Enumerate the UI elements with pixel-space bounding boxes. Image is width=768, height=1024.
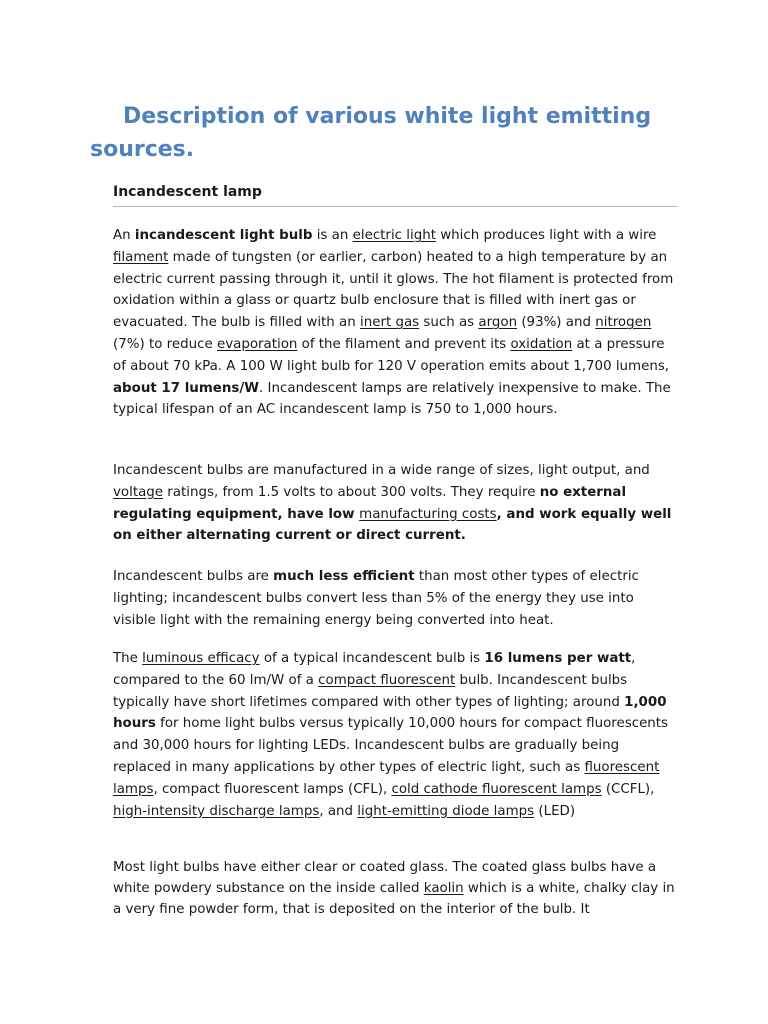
text: at a pressure of about 70 kPa. A 100 W light bulb for 120 V operation emits about 1,700 lumens, [113, 336, 670, 374]
text: , and [319, 803, 358, 819]
link-filament[interactable]: filament [113, 249, 169, 265]
text: Incandescent bulbs are manufactured in a wide range of sizes, light output, and [113, 463, 650, 478]
text: Incandescent bulbs are [113, 569, 274, 584]
link-evaporation[interactable]: evaporation [216, 336, 298, 352]
link-high-intensity-discharge-lamps[interactable]: high-intensity discharge lamps [113, 803, 320, 819]
text: which is a white, chalky clay in a very fine powder form, that is deposited on the interior of the bulb. It [113, 881, 675, 917]
text: such as [419, 315, 479, 331]
text: ratings, from 1.5 volts to about 300 volts. They require [163, 484, 540, 500]
section-heading-incandescent-lamp: Incandescent lamp [113, 182, 678, 207]
link-nitrogen[interactable]: nitrogen [595, 315, 652, 331]
text: The [113, 651, 143, 666]
text: (CCFL), [601, 781, 655, 797]
text: (7%) to reduce [113, 336, 217, 352]
text: than most other types of electric lighting; incandescent bulbs convert less than 5% of the energy they use into visible light with the remaining energy being converted into heat. [113, 569, 639, 628]
paragraph-5 [113, 857, 678, 920]
text: of a typical incandescent bulb is [259, 651, 485, 666]
text: , compared to the 60 lm/W of a [113, 651, 636, 688]
bold-text: incandescent light bulb [134, 228, 313, 243]
link-manufacturing-costs[interactable]: manufacturing costs [359, 506, 497, 522]
paragraph-3 [113, 566, 678, 631]
text: for home light bulbs versus typically 10,000 hours for compact fluorescents and 30,000 hours for lighting LEDs. Incandescent bulbs are gradually being replaced in many applications by other types of electric light, such as [113, 716, 669, 775]
bold-text: much less efficient [273, 569, 415, 584]
document-title: Description of various white light emitting sources. [90, 104, 652, 162]
link-compact-fluorescent[interactable]: compact fluorescent [318, 672, 456, 688]
link-fluorescent-lamps[interactable]: fluorescent lamps [113, 759, 660, 797]
link-argon[interactable]: argon [478, 315, 518, 331]
text: (LED) [534, 803, 576, 819]
text: (93%) and [517, 315, 596, 331]
link-light-emitting-diode-lamps[interactable]: light-emitting diode lamps [357, 803, 535, 819]
link-kaolin[interactable]: kaolin [423, 881, 464, 896]
text: , compact fluorescent lamps (CFL), [153, 781, 392, 797]
paragraph-2 [113, 460, 678, 547]
link-voltage[interactable]: voltage [113, 484, 164, 500]
text: made of tungsten (or earlier, carbon) heated to a high temperature by an electric current passing through it, until it glows. The hot filament is protected from oxidation within a glass or quartz bulb enclosure that is filled with inert gas or evacuated. The bulb is filled with an [113, 249, 674, 331]
bold-text: no external regulating equipment, have low [113, 484, 627, 522]
text: is an [312, 228, 353, 243]
text: An [113, 228, 135, 243]
text: Most light bulbs have either clear or coated glass. The coated glass bulbs have a white powdery substance on the inside called [113, 860, 657, 896]
bold-text: , and work equally well on either alternating current or direct current. [113, 506, 672, 544]
bold-text: about 17 lumens/W [113, 380, 260, 396]
link-oxidation[interactable]: oxidation [510, 336, 573, 352]
text: of the filament and prevent its [297, 336, 511, 352]
text: . Incandescent lamps are relatively inexpensive to make. The typical lifespan of an AC incandescent lamp is 750 to 1,000 hours. [113, 380, 671, 418]
text: which produces light with a wire [435, 228, 657, 243]
bold-text: 1,000 hours [113, 694, 667, 732]
link-electric-light[interactable]: electric light [352, 228, 436, 243]
bold-text: 16 lumens per watt [484, 651, 632, 666]
paragraph-4 [113, 648, 678, 822]
text: bulb. Incandescent bulbs typically have short lifetimes compared with other types of lighting; around [113, 672, 628, 710]
link-luminous-efficacy[interactable]: luminous efficacy [142, 651, 260, 666]
link-cold-cathode-fluorescent-lamps[interactable]: cold cathode fluorescent lamps [391, 781, 602, 797]
paragraph-1 [113, 225, 678, 421]
link-inert-gas[interactable]: inert gas [360, 315, 420, 331]
